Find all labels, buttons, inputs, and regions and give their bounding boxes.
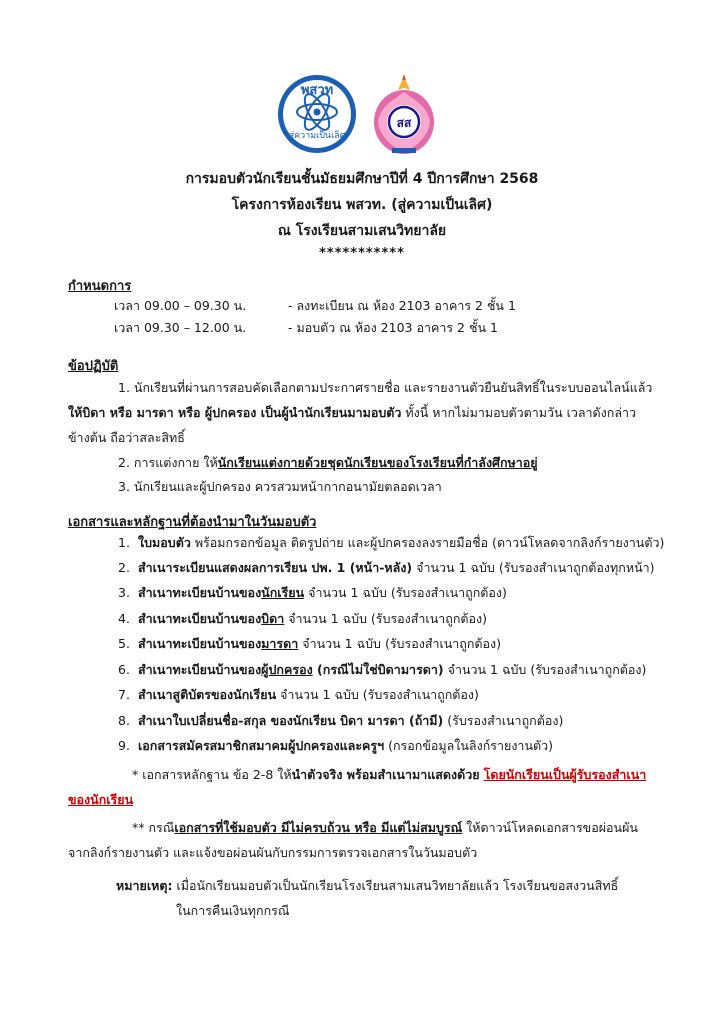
schedule-time-1: เวลา 09.00 – 09.30 น. [114, 298, 247, 313]
document-item-title: สำเนาระเบียนแสดงผลการเรียน ปพ. 1 (หน้า-หลัง) [138, 560, 413, 575]
samsen-school-logo [368, 72, 440, 158]
rule-2 [118, 454, 538, 472]
rule-1-line-3: ข้างต้น ถือว่าสละสิทธิ์ [68, 430, 185, 445]
schedule-time-2: เวลา 09.30 – 12.00 น. [114, 320, 247, 335]
documents-heading: เอกสารและหลักฐานที่ต้องนำมาในวันมอบตัว [68, 515, 317, 530]
document-item [118, 686, 479, 704]
document-item-title: ใบมอบตัว [138, 535, 191, 550]
remark-text: เมื่อนักเรียนมอบตัวเป็นนักเรียนโรงเรียนสามเสนวิทยาลัยแล้ว โรงเรียนขอสงวนสิทธิ์ [172, 878, 619, 893]
note-1-red: โดยนักเรียนเป็นผู้รับรองสำเนา [483, 767, 647, 782]
document-item-number: 7. [118, 687, 130, 702]
note-1-text: * เอกสารหลักฐาน ข้อ 2-8 ให้ [132, 767, 292, 782]
schedule-activity-1: - ลงทะเบียน ณ ห้อง 2103 อาคาร 2 ชั้น 1 [288, 298, 516, 313]
document-item-owner: มารดา [261, 636, 299, 651]
svg-text:สส: สส [396, 116, 412, 130]
rule-1-rest: ทั้งนี้ หากไม่มามอบตัวตามวัน เวลาดังกล่าว [401, 405, 637, 420]
document-item-number: 4. [118, 611, 130, 626]
rule-1-bold: ให้บิดา หรือ มารดา หรือ ผู้ปกครอง เป็นผู้นำนักเรียนมามอบตัว [68, 405, 402, 420]
document-item-title: สำเนาทะเบียนบ้านของ [138, 585, 262, 600]
document-item-number: 5. [118, 636, 130, 651]
document-item-number: 2. [118, 560, 130, 575]
rule-2-text: 2. การแต่งกาย ให้ [118, 455, 218, 470]
note-1-line-2 [68, 791, 133, 809]
document-item-detail: จำนวน 1 ฉบับ (รับรองสำเนาถูกต้อง) [304, 585, 507, 600]
title-block [0, 166, 724, 264]
document-item-owner: ผู้ปกครอง [261, 662, 313, 677]
document-item-number: 8. [118, 713, 130, 728]
document-item-condition: (กรณีไม่ใช่บิดามารดา) [312, 662, 444, 677]
note-1-bold: นำตัวจริง พร้อมสำเนามาแสดงด้วย [291, 767, 480, 782]
remark-line-2: ในการคืนเงินทุกกรณี [176, 903, 290, 918]
document-item [118, 559, 655, 577]
document-item-number: 9. [118, 738, 130, 753]
document-item-detail: จำนวน 1 ฉบับ (รับรองสำเนาถูกต้อง) [443, 662, 647, 677]
document-item-title: สำเนาทะเบียนบ้านของ [138, 636, 262, 651]
remark-label: หมายเหตุ: [116, 878, 173, 893]
document-item-title: สำเนาทะเบียนบ้านของ [138, 611, 262, 626]
document-item-detail: จำนวน 1 ฉบับ (รับรองสำเนาถูกต้อง) [276, 687, 479, 702]
document-item-number: 3. [118, 585, 130, 600]
schedule-activity-2: - มอบตัว ณ ห้อง 2103 อาคาร 2 ชั้น 1 [288, 320, 498, 335]
logo-area [0, 72, 724, 158]
document-item-title: สำเนาใบเปลี่ยนชื่อ-สกุล ของนักเรียน บิดา มารดา (ถ้ามี) [138, 713, 444, 728]
document-item-detail: จำนวน 1 ฉบับ (รับรองสำเนาถูกต้อง) [298, 636, 502, 651]
document-item-detail: จำนวน 1 ฉบับ (รับรองสำเนาถูกต้องทุกหน้า) [412, 560, 655, 575]
rule-3: 3. นักเรียนและผู้ปกครอง ควรสวมหน้ากากอนามัยตลอดเวลา [118, 479, 442, 494]
note-2-rest: ให้ดาวน์โหลดเอกสารขอผ่อนผัน [462, 820, 638, 835]
rules-heading: ข้อปฏิบัติ [68, 359, 119, 374]
rule-1-line-2 [68, 404, 636, 422]
document-item [118, 661, 646, 679]
title-line-1: การมอบตัวนักเรียนชั้นมัธยมศึกษาปีที่ 4 ปีการศึกษา 2568 [185, 171, 539, 187]
note-2-text: ** กรณี [132, 820, 175, 835]
document-item [118, 610, 487, 628]
note-2-emphasis: เอกสารที่ใช้มอบตัว มีไม่ครบถ้วน หรือ มีแต่ไม่สมบูรณ์ [174, 820, 463, 835]
document-item [118, 712, 563, 730]
svg-text:พสวท: พสวท [300, 83, 334, 98]
rule-1-line-1: 1. นักเรียนที่ผ่านการสอบคัดเลือกตามประกาศรายชื่อ และรายงานตัวยืนยันสิทธิ์ในระบบออนไลน์แล้ว [118, 380, 653, 395]
title-line-3: ณ โรงเรียนสามเสนวิทยาลัย [277, 223, 447, 239]
svg-text:สู่ความเป็นเลิศ: สู่ความเป็นเลิศ [288, 131, 346, 141]
note-1-line-1 [132, 766, 646, 784]
pswt-logo [276, 72, 358, 156]
title-line-2: โครงการห้องเรียน พสวท. (สู่ความเป็นเลิศ) [231, 197, 493, 213]
schedule-heading: กำหนดการ [68, 279, 132, 294]
document-item [118, 737, 553, 755]
note-2-line-1 [132, 819, 638, 837]
document-item [118, 635, 501, 653]
document-item [118, 584, 507, 602]
document-item-title: สำเนาสูติบัตรของนักเรียน [138, 687, 277, 702]
document-item-owner: นักเรียน [261, 585, 305, 600]
note-1-red-cont: ของนักเรียน [68, 792, 134, 807]
document-item-owner: บิดา [261, 611, 285, 626]
document-item-detail: จำนวน 1 ฉบับ (รับรองสำเนาถูกต้อง) [284, 611, 488, 626]
document-item-title: เอกสารสมัครสมาชิกสมาคมผู้ปกครองและครูฯ [138, 738, 385, 753]
document-item-title: สำเนาทะเบียนบ้านของ [138, 662, 262, 677]
document-item-number: 6. [118, 662, 130, 677]
remark-line-1 [116, 877, 618, 895]
title-separator: *********** [319, 246, 405, 261]
note-2-line-2: จากลิงก์รายงานตัว และแจ้งขอผ่อนผันกับกรรมการตรวจเอกสารในวันมอบตัว [68, 845, 478, 860]
document-item-detail: (รับรองสำเนาถูกต้อง) [443, 713, 564, 728]
rule-2-emphasis: นักเรียนแต่งกายด้วยชุดนักเรียนของโรงเรียนที่กำลังศึกษาอยู่ [217, 455, 538, 470]
document-item-number: 1. [118, 535, 130, 550]
document-item-detail: พร้อมกรอกข้อมูล ติดรูปถ่าย และผู้ปกครองลงรายมือชื่อ (ดาวน์โหลดจากลิงก์รายงานตัว) [190, 535, 665, 550]
document-item [118, 534, 664, 552]
document-item-detail: (กรอกข้อมูลในลิงก์รายงานตัว) [384, 738, 554, 753]
